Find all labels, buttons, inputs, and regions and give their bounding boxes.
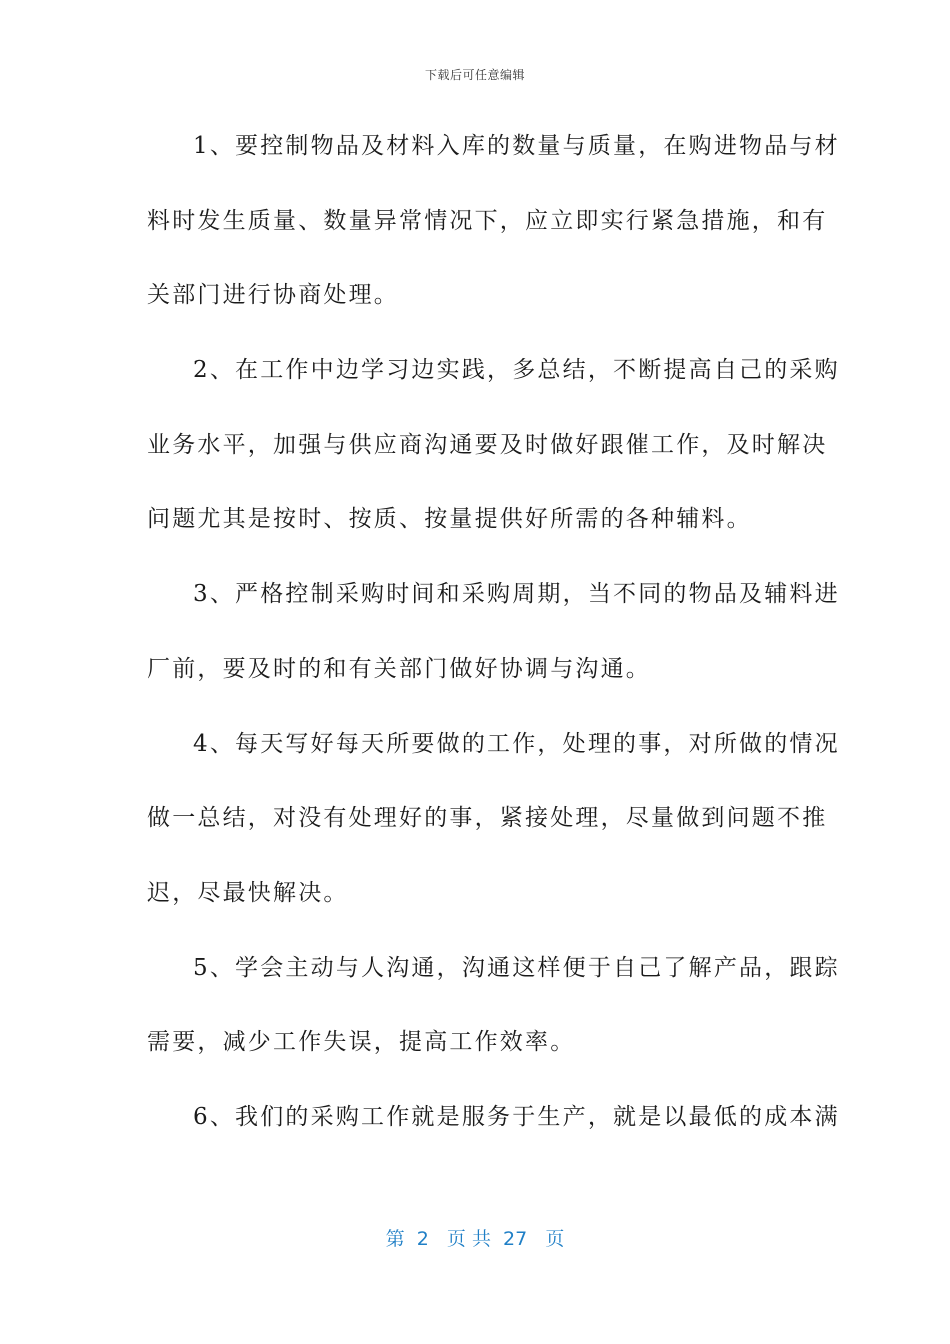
paragraph-line: 问题尤其是按时、按质、按量提供好所需的各种辅料。 [147, 506, 752, 533]
page-number-footer: 第 2 页 共 27 页 [385, 1228, 565, 1250]
paragraph-line: 业务水平，加强与供应商沟通要及时做好跟催工作，及时解决 [147, 431, 828, 458]
document-body [147, 122, 840, 1168]
paragraph-line: 迟，尽最快解决。 [147, 879, 349, 906]
paragraph-line: 6、我们的采购工作就是服务于生产，就是以最低的成本满 [193, 1103, 840, 1130]
page-header: 下载后可任意编辑 [424, 68, 525, 82]
paragraph-line: 做一总结，对没有处理好的事，紧接处理，尽量做到问题不推 [147, 805, 828, 832]
paragraph-line: 关部门进行协商处理。 [147, 282, 399, 309]
paragraph-line: 5、学会主动与人沟通，沟通这样便于自己了解产品，跟踪 [193, 954, 840, 981]
paragraph-line: 料时发生质量、数量异常情况下，应立即实行紧急措施，和有 [147, 207, 828, 234]
paragraph-line: 1、要控制物品及材料入库的数量与质量，在购进物品与材 [193, 133, 840, 159]
paragraph-line: 2、在工作中边学习边实践，多总结，不断提高自己的采购 [193, 357, 840, 384]
paragraph-line: 3、严格控制采购时间和采购周期，当不同的物品及辅料进 [193, 581, 840, 608]
paragraph-line: 4、每天写好每天所要做的工作，处理的事，对所做的情况 [193, 730, 840, 757]
paragraph-line: 厂前，要及时的和有关部门做好协调与沟通。 [147, 655, 651, 682]
paragraph-line: 需要，减少工作失误，提高工作效率。 [147, 1029, 576, 1056]
